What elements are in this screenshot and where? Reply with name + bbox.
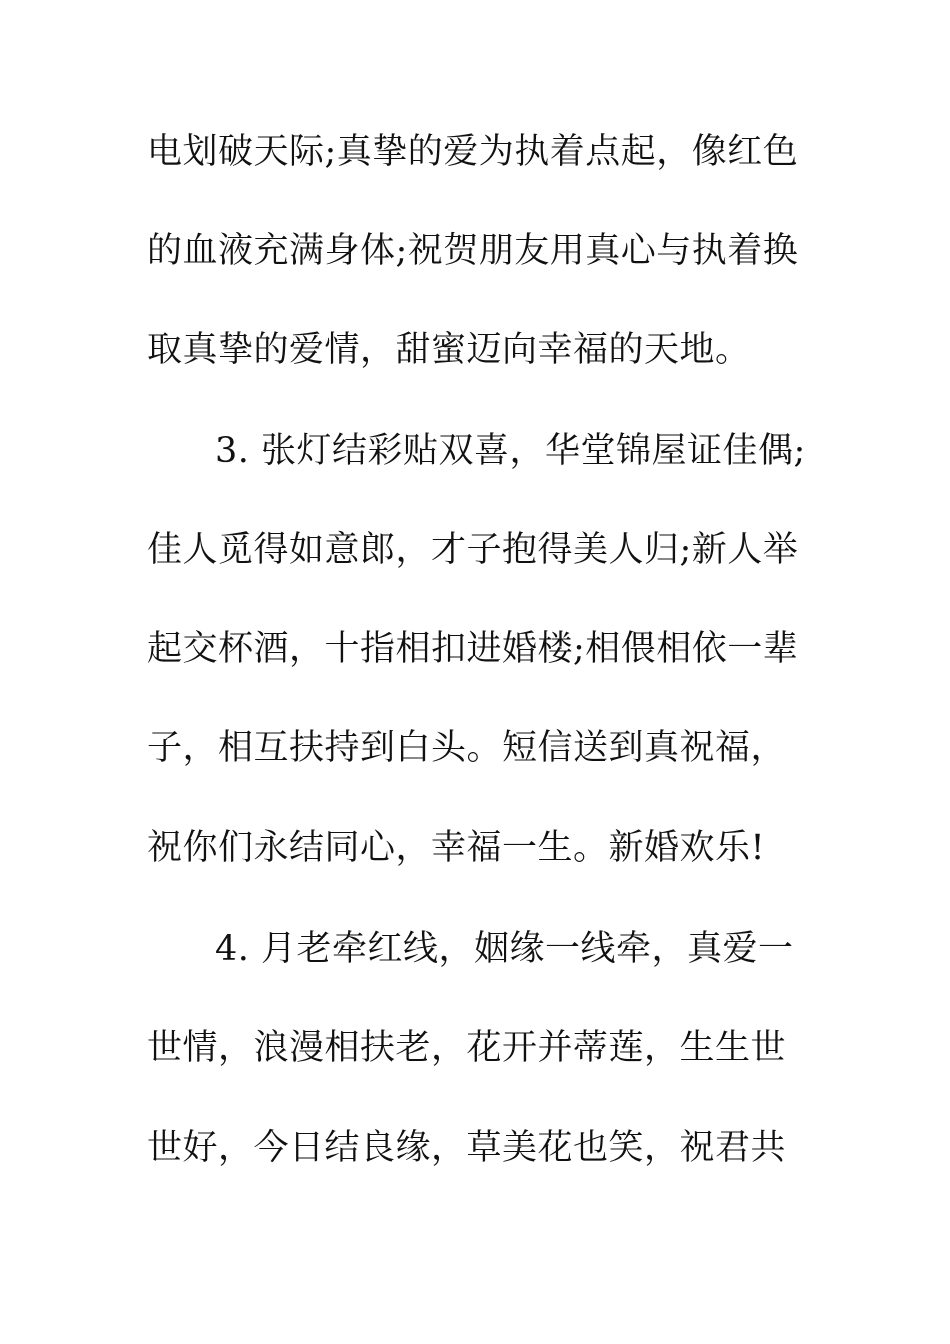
text-line: 世好，今日结良缘，草美花也笑，祝君共 bbox=[147, 1128, 787, 1168]
text-line: 祝你们永结同心，幸福一生。新婚欢乐! bbox=[147, 828, 766, 868]
text-line-indented: 4. 月老牵红线，姻缘一线牵，真爱一 bbox=[215, 929, 794, 969]
text-line-indented: 3. 张灯结彩贴双喜，华堂锦屋证佳偶; bbox=[215, 431, 806, 471]
text-line: 世情，浪漫相扶老，花开并蒂莲，生生世 bbox=[147, 1028, 787, 1068]
text-line: 电划破天际;真挚的爱为执着点起，像红色 bbox=[147, 132, 799, 172]
text-line: 取真挚的爱情，甜蜜迈向幸福的天地。 bbox=[147, 330, 751, 370]
text-line: 佳人觅得如意郎，才子抱得美人归;新人举 bbox=[147, 530, 799, 570]
text-line: 子，相互扶持到白头。短信送到真祝福， bbox=[147, 728, 787, 768]
text-line: 起交杯酒，十指相扣进婚楼;相偎相依一辈 bbox=[147, 629, 799, 669]
text-line: 的血液充满身体;祝贺朋友用真心与执着换 bbox=[147, 231, 799, 271]
